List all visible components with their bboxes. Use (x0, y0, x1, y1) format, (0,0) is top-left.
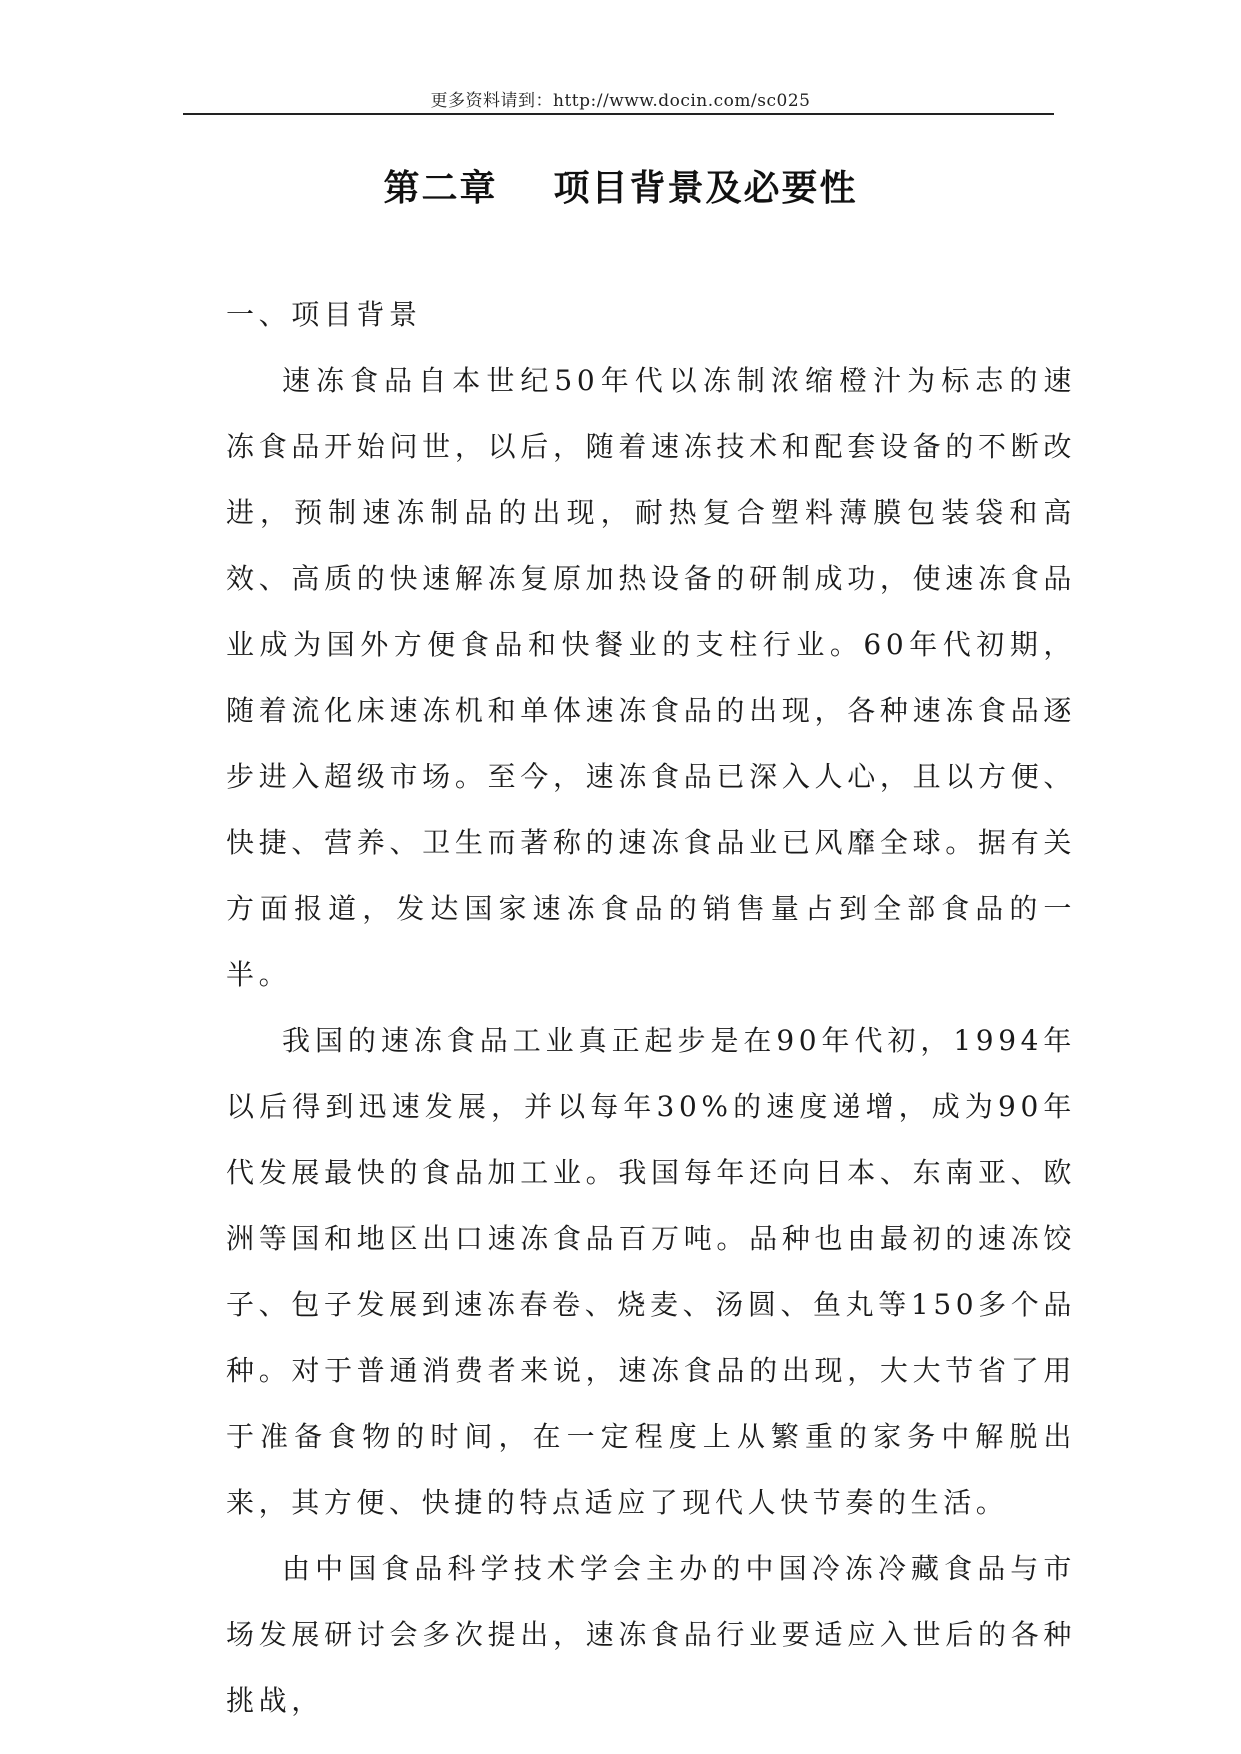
chapter-title (0, 160, 1241, 211)
chapter-name: 项目背景及必要性 (553, 168, 858, 209)
document-body (226, 282, 1076, 1734)
section-heading: 一、项目背景 (226, 298, 422, 331)
chapter-number: 第二章 (383, 168, 498, 209)
paragraph-2: 我国的速冻食品工业真正起步是在90年代初，1994年以后得到迅速发展，并以每年30%的速度递增，成为90年代发展最快的食品加工业。我国每年还向日本、东南亚、欧洲等国和地区出口速冻食品百万吨。品种也由最初的速冻饺子、包子发展到速冻春卷、烧麦、汤圆、鱼丸等150多个品种。对于普通消费者来说，速冻食品的出现，大大节省了用于准备食物的时间，在一定程度上从繁重的家务中解脱出来，其方便、快捷的特点适应了现代人快节奏的生活。 (226, 1024, 1076, 1519)
paragraph-3: 由中国食品科学技术学会主办的中国冷冻冷藏食品与市场发展研讨会多次提出，速冻食品行业要适应入世后的各种挑战， (226, 1552, 1076, 1717)
page-header: 更多资料请到：http://www.docin.com/sc025 (430, 91, 811, 111)
paragraph-1: 速冻食品自本世纪50年代以冻制浓缩橙汁为标志的速冻食品开始问世，以后，随着速冻技术和配套设备的不断改进，预制速冻制品的出现，耐热复合塑料薄膜包装袋和高效、高质的快速解冻复原加热设备的研制成功，使速冻食品业成为国外方便食品和快餐业的支柱行业。60年代初期，随着流化床速冻机和单体速冻食品的出现，各种速冻食品逐步进入超级市场。至今，速冻食品已深入人心，且以方便、快捷、营养、卫生而著称的速冻食品业已风靡全球。据有关方面报道，发达国家速冻食品的销售量占到全部食品的一半。 (226, 364, 1076, 991)
header-divider (183, 113, 1054, 115)
